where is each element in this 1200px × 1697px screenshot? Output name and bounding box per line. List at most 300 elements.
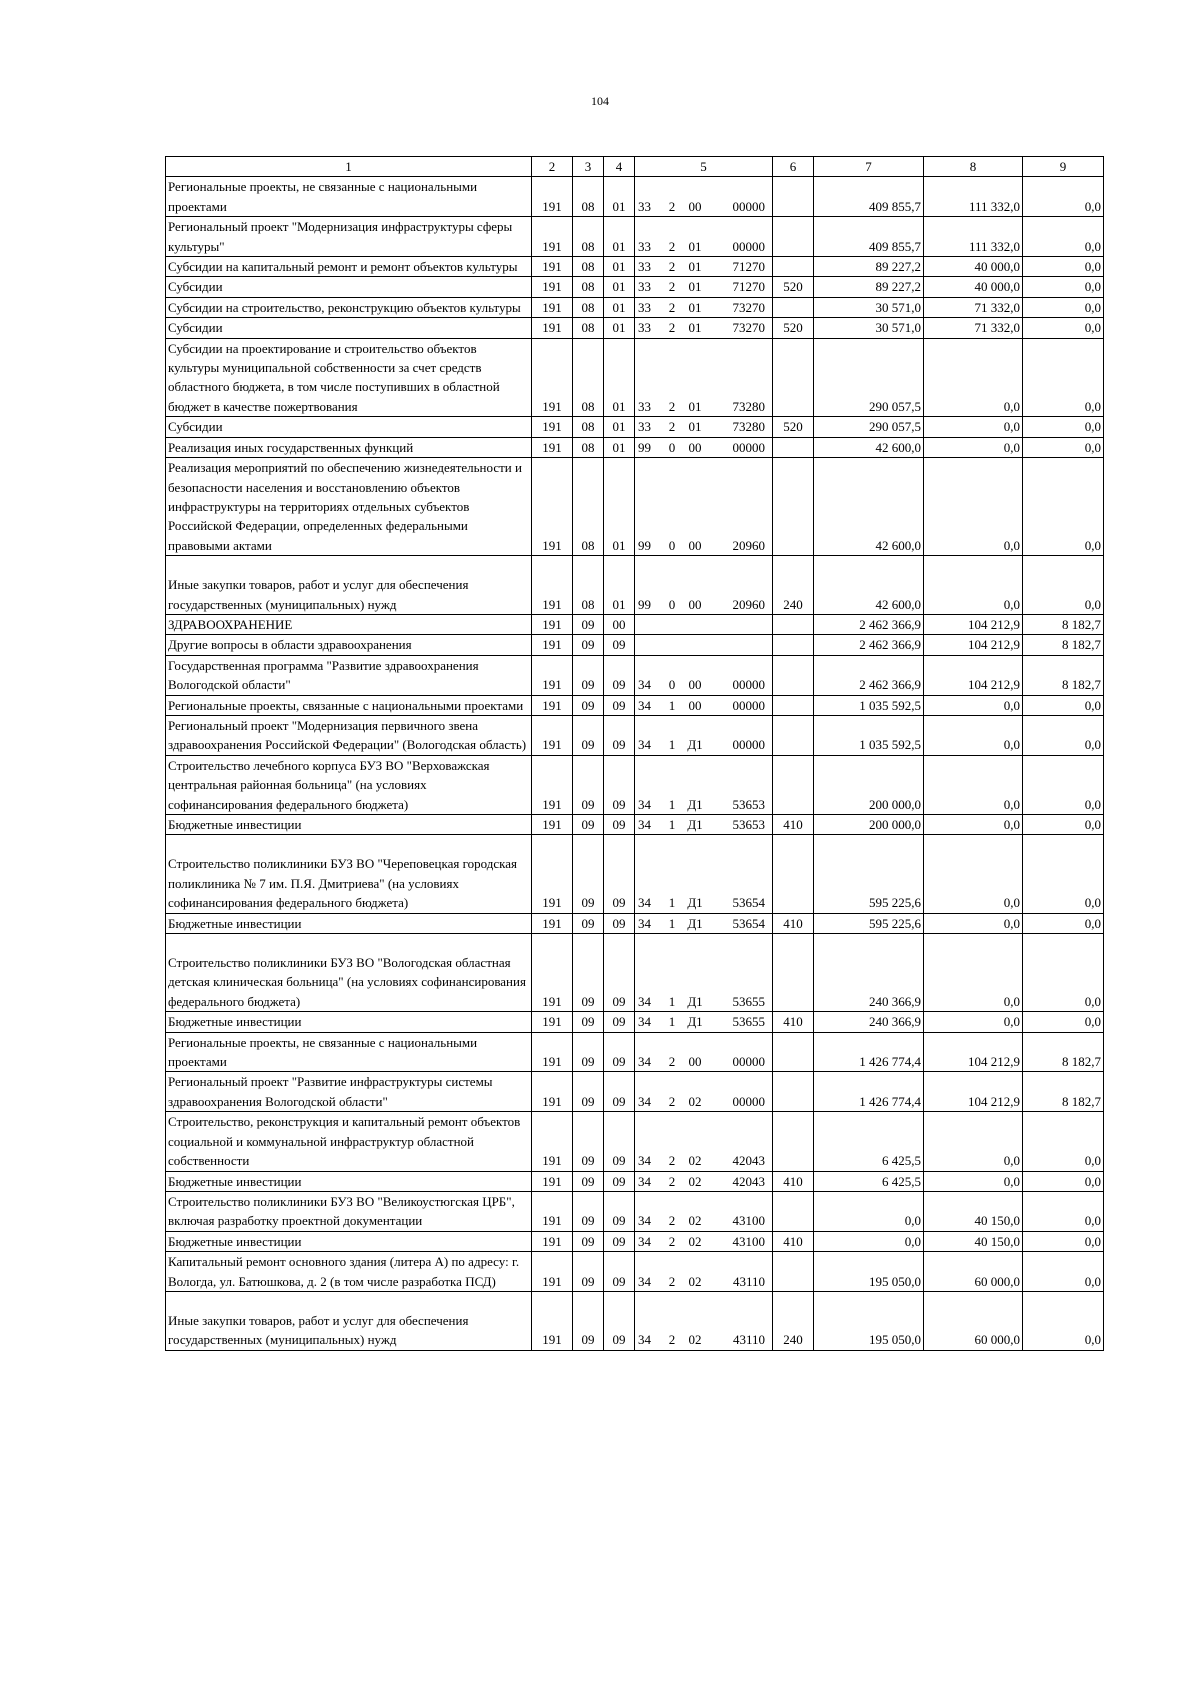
- row-amount-3: 0,0: [1023, 417, 1104, 437]
- row-amount-3: 0,0: [1023, 277, 1104, 297]
- row-amount-2: 0,0: [924, 695, 1023, 715]
- row-target-article: [635, 297, 773, 317]
- target-article-part: 33: [638, 279, 651, 295]
- row-name: Бюджетные инвестиции: [166, 1012, 532, 1032]
- row-section-code: 08: [573, 556, 604, 615]
- target-article-part: 01: [688, 299, 702, 315]
- row-ministry-code: 191: [532, 1012, 573, 1032]
- row-name: Капитальный ремонт основного здания (литера А) по адресу: г. Вологда, ул. Батюшкова, д. 2 (в том числе разработка ПСД): [166, 1252, 532, 1292]
- table-row: [166, 1231, 1104, 1251]
- row-amount-3: 0,0: [1023, 437, 1104, 457]
- target-article-part: 34: [638, 1213, 651, 1229]
- row-amount-3: 0,0: [1023, 338, 1104, 417]
- row-amount-3: 0,0: [1023, 1112, 1104, 1171]
- target-article-part: 34: [638, 1332, 651, 1348]
- row-name: Бюджетные инвестиции: [166, 1231, 532, 1251]
- row-subsection-code: 09: [604, 815, 635, 835]
- target-article-part: 20960: [732, 537, 765, 553]
- target-article-part: 20960: [732, 596, 765, 612]
- row-subsection-code: 01: [604, 437, 635, 457]
- row-ministry-code: 191: [532, 1291, 573, 1350]
- row-expense-type: [773, 695, 814, 715]
- target-article-part: 34: [638, 915, 651, 931]
- row-subsection-code: 01: [604, 417, 635, 437]
- row-subsection-code: 01: [604, 556, 635, 615]
- table-row: [166, 1032, 1104, 1072]
- row-amount-2: 0,0: [924, 556, 1023, 615]
- row-expense-type: [773, 257, 814, 277]
- row-amount-2: 0,0: [924, 934, 1023, 1012]
- target-article-part: Д1: [687, 895, 703, 911]
- row-expense-type: 520: [773, 277, 814, 297]
- row-section-code: 09: [573, 815, 604, 835]
- table-row: [166, 913, 1104, 933]
- row-ministry-code: 191: [532, 695, 573, 715]
- row-ministry-code: 191: [532, 1171, 573, 1191]
- target-article-part: 53654: [732, 915, 765, 931]
- target-article-part: 01: [688, 259, 702, 275]
- row-amount-3: 0,0: [1023, 815, 1104, 835]
- table-row: [166, 835, 1104, 913]
- row-target-article: [635, 257, 773, 277]
- row-expense-type: 410: [773, 815, 814, 835]
- target-article-part: 71270: [732, 279, 765, 295]
- row-name: Субсидии на строительство, реконструкцию объектов культуры: [166, 297, 532, 317]
- row-expense-type: 520: [773, 318, 814, 338]
- row-name: Бюджетные инвестиции: [166, 913, 532, 933]
- row-amount-1: 1 035 592,5: [814, 715, 924, 755]
- row-expense-type: 410: [773, 1171, 814, 1191]
- row-ministry-code: 191: [532, 1112, 573, 1171]
- table-row: [166, 177, 1104, 217]
- row-amount-1: 6 425,5: [814, 1171, 924, 1191]
- row-target-article: [635, 695, 773, 715]
- target-article-part: 1: [668, 895, 676, 911]
- row-ministry-code: 191: [532, 217, 573, 257]
- row-amount-2: 40 000,0: [924, 277, 1023, 297]
- target-article-part: Д1: [687, 737, 703, 753]
- target-article-part: 34: [638, 796, 651, 812]
- target-article-part: 34: [638, 697, 651, 713]
- row-name: Региональный проект "Модернизация первичного звена здравоохранения Российской Федерации" (Вологодская область): [166, 715, 532, 755]
- row-ministry-code: 191: [532, 755, 573, 814]
- row-name: Строительство поликлиники БУЗ ВО "Череповецкая городская поликлиника № 7 им. П.Я. Дмитриева" (на условиях софинансирования федерального бюджета): [166, 835, 532, 913]
- row-section-code: 08: [573, 257, 604, 277]
- row-name: Строительство, реконструкция и капитальный ремонт объектов социальной и коммунальной инфраструктур областной собственности: [166, 1112, 532, 1171]
- row-target-article: [635, 1252, 773, 1292]
- row-ministry-code: 191: [532, 417, 573, 437]
- target-article-part: 2: [668, 238, 676, 254]
- row-target-article: [635, 655, 773, 695]
- row-subsection-code: 09: [604, 695, 635, 715]
- row-ministry-code: 191: [532, 1191, 573, 1231]
- row-target-article: [635, 1072, 773, 1112]
- row-target-article: [635, 556, 773, 615]
- target-article-part: 1: [668, 737, 676, 753]
- target-article-part: 00000: [732, 198, 765, 214]
- row-amount-2: 0,0: [924, 815, 1023, 835]
- row-name: Субсидии: [166, 277, 532, 297]
- target-article-part: 2: [668, 320, 676, 336]
- table-row: [166, 437, 1104, 457]
- row-section-code: 09: [573, 1191, 604, 1231]
- target-article-part: 2: [668, 1153, 676, 1169]
- row-section-code: 09: [573, 755, 604, 814]
- table-row: [166, 1012, 1104, 1032]
- row-amount-3: 0,0: [1023, 1012, 1104, 1032]
- target-article-part: 33: [638, 419, 651, 435]
- table-row: [166, 655, 1104, 695]
- row-amount-3: 0,0: [1023, 458, 1104, 556]
- target-article-part: 73280: [732, 419, 765, 435]
- row-section-code: 09: [573, 1032, 604, 1072]
- target-article-part: 2: [668, 259, 676, 275]
- row-amount-1: 200 000,0: [814, 815, 924, 835]
- row-amount-3: 0,0: [1023, 297, 1104, 317]
- row-expense-type: [773, 437, 814, 457]
- table-body: [166, 177, 1104, 1350]
- table-row: [166, 755, 1104, 814]
- row-expense-type: 240: [773, 556, 814, 615]
- row-expense-type: [773, 1032, 814, 1072]
- target-article-part: 34: [638, 1093, 651, 1109]
- row-amount-1: 42 600,0: [814, 556, 924, 615]
- row-amount-1: 6 425,5: [814, 1112, 924, 1171]
- target-article-part: 02: [688, 1213, 702, 1229]
- row-amount-3: 0,0: [1023, 934, 1104, 1012]
- row-subsection-code: 01: [604, 217, 635, 257]
- row-name: Бюджетные инвестиции: [166, 815, 532, 835]
- row-section-code: 09: [573, 913, 604, 933]
- target-article-part: 99: [638, 439, 651, 455]
- row-amount-1: 2 462 366,9: [814, 614, 924, 634]
- target-article-part: 33: [638, 320, 651, 336]
- row-amount-1: 1 426 774,4: [814, 1072, 924, 1112]
- row-amount-3: 0,0: [1023, 556, 1104, 615]
- row-subsection-code: 09: [604, 934, 635, 1012]
- row-section-code: 08: [573, 277, 604, 297]
- row-amount-2: 0,0: [924, 417, 1023, 437]
- target-article-part: 43110: [732, 1273, 765, 1289]
- row-amount-3: 8 182,7: [1023, 1072, 1104, 1112]
- target-article-part: 00: [688, 697, 702, 713]
- row-amount-1: 290 057,5: [814, 338, 924, 417]
- row-expense-type: [773, 755, 814, 814]
- row-amount-3: 0,0: [1023, 755, 1104, 814]
- row-expense-type: [773, 1112, 814, 1171]
- row-name: Региональные проекты, не связанные с национальными проектами: [166, 177, 532, 217]
- row-amount-2: 0,0: [924, 715, 1023, 755]
- target-article-part: 43100: [732, 1213, 765, 1229]
- row-ministry-code: 191: [532, 1231, 573, 1251]
- row-subsection-code: 09: [604, 635, 635, 655]
- table-row: [166, 458, 1104, 556]
- target-article-part: 33: [638, 299, 651, 315]
- row-section-code: 09: [573, 1112, 604, 1171]
- row-section-code: 09: [573, 1231, 604, 1251]
- row-amount-2: 0,0: [924, 913, 1023, 933]
- row-name: Субсидии: [166, 318, 532, 338]
- target-article-part: 33: [638, 259, 651, 275]
- row-ministry-code: 191: [532, 1072, 573, 1112]
- target-article-part: 34: [638, 1273, 651, 1289]
- row-target-article: [635, 1112, 773, 1171]
- target-article-part: 2: [668, 1093, 676, 1109]
- row-expense-type: [773, 1191, 814, 1231]
- target-article-part: Д1: [687, 817, 703, 832]
- target-article-part: 43110: [732, 1332, 765, 1348]
- target-article-part: 53654: [732, 895, 765, 911]
- row-amount-2: 0,0: [924, 1171, 1023, 1191]
- row-subsection-code: 01: [604, 458, 635, 556]
- row-ministry-code: 191: [532, 1032, 573, 1072]
- target-article-part: Д1: [687, 1014, 703, 1030]
- target-article-part: 01: [688, 279, 702, 295]
- target-article-part: 1: [668, 993, 676, 1009]
- table-row: [166, 715, 1104, 755]
- target-article-part: 53655: [732, 993, 765, 1009]
- table-row: [166, 635, 1104, 655]
- target-article-part: 0: [668, 596, 676, 612]
- row-amount-2: 71 332,0: [924, 297, 1023, 317]
- target-article-part: 2: [668, 1332, 676, 1348]
- target-article-part: 02: [688, 1233, 702, 1249]
- row-amount-3: 0,0: [1023, 1252, 1104, 1292]
- row-target-article: [635, 1171, 773, 1191]
- target-article-part: 42043: [732, 1153, 765, 1169]
- row-ministry-code: 191: [532, 458, 573, 556]
- header-cell: 5: [635, 157, 773, 177]
- table-row: [166, 1191, 1104, 1231]
- row-subsection-code: 09: [604, 755, 635, 814]
- table-row: [166, 277, 1104, 297]
- target-article-part: 00: [688, 198, 702, 214]
- row-expense-type: [773, 458, 814, 556]
- row-amount-2: 0,0: [924, 338, 1023, 417]
- target-article-part: 2: [668, 1054, 676, 1070]
- row-name: Субсидии: [166, 417, 532, 437]
- row-target-article: [635, 417, 773, 437]
- row-amount-2: 40 000,0: [924, 257, 1023, 277]
- row-name: Иные закупки товаров, работ и услуг для обеспечения государственных (муниципальных) нужд: [166, 1291, 532, 1350]
- row-amount-2: 104 212,9: [924, 1032, 1023, 1072]
- target-article-part: 34: [638, 993, 651, 1009]
- row-amount-1: 30 571,0: [814, 318, 924, 338]
- target-article-part: 00: [688, 596, 702, 612]
- target-article-part: 00000: [732, 677, 765, 693]
- row-name: Реализация мероприятий по обеспечению жизнедеятельности и безопасности населения и восстановлению объектов инфраструктуры на территориях отдельных субъектов Российской Федерации, определенных федеральными правовыми актами: [166, 458, 532, 556]
- row-ministry-code: 191: [532, 655, 573, 695]
- row-subsection-code: 01: [604, 318, 635, 338]
- row-amount-2: 0,0: [924, 755, 1023, 814]
- row-amount-2: 0,0: [924, 458, 1023, 556]
- target-article-part: 02: [688, 1332, 702, 1348]
- row-target-article: [635, 437, 773, 457]
- target-article-part: 34: [638, 1054, 651, 1070]
- table-row: [166, 1252, 1104, 1292]
- row-amount-3: 0,0: [1023, 695, 1104, 715]
- target-article-part: 1: [668, 1014, 676, 1030]
- target-article-part: 00000: [732, 697, 765, 713]
- row-target-article: [635, 1231, 773, 1251]
- row-amount-3: 0,0: [1023, 1191, 1104, 1231]
- row-target-article: [635, 177, 773, 217]
- row-amount-3: 8 182,7: [1023, 1032, 1104, 1072]
- target-article-part: 00000: [732, 439, 765, 455]
- page-number: 104: [591, 94, 609, 108]
- row-target-article: [635, 614, 773, 634]
- row-amount-3: 0,0: [1023, 177, 1104, 217]
- table-row: [166, 695, 1104, 715]
- header-cell: 7: [814, 157, 924, 177]
- target-article-part: 33: [638, 398, 651, 414]
- row-section-code: 08: [573, 417, 604, 437]
- row-name: Субсидии на проектирование и строительство объектов культуры муниципальной собственности за счет средств областного бюджета, в том числе поступивших в областной бюджет в качестве пожертвования: [166, 338, 532, 417]
- row-section-code: 09: [573, 655, 604, 695]
- row-amount-3: 0,0: [1023, 257, 1104, 277]
- row-expense-type: [773, 177, 814, 217]
- target-article-part: 1: [668, 697, 676, 713]
- row-subsection-code: 09: [604, 1171, 635, 1191]
- table-row: [166, 1072, 1104, 1112]
- row-amount-1: 595 225,6: [814, 835, 924, 913]
- table-row: [166, 257, 1104, 277]
- row-amount-2: 71 332,0: [924, 318, 1023, 338]
- row-amount-2: 104 212,9: [924, 614, 1023, 634]
- target-article-part: Д1: [687, 993, 703, 1009]
- row-amount-2: 0,0: [924, 437, 1023, 457]
- row-amount-2: 40 150,0: [924, 1191, 1023, 1231]
- target-article-part: 71270: [732, 259, 765, 275]
- row-section-code: 08: [573, 177, 604, 217]
- row-target-article: [635, 715, 773, 755]
- row-target-article: [635, 835, 773, 913]
- row-ministry-code: 191: [532, 257, 573, 277]
- row-name: Строительство лечебного корпуса БУЗ ВО "Верховажская центральная районная больница" (на условиях софинансирования федерального бюджета): [166, 755, 532, 814]
- row-amount-1: 42 600,0: [814, 437, 924, 457]
- target-article-part: 02: [688, 1093, 702, 1109]
- row-amount-1: 0,0: [814, 1231, 924, 1251]
- table-row: [166, 318, 1104, 338]
- row-subsection-code: 01: [604, 257, 635, 277]
- row-amount-1: 240 366,9: [814, 1012, 924, 1032]
- row-expense-type: [773, 835, 814, 913]
- row-amount-1: 30 571,0: [814, 297, 924, 317]
- target-article-part: 33: [638, 198, 651, 214]
- row-ministry-code: 191: [532, 815, 573, 835]
- row-name: Региональные проекты, не связанные с национальными проектами: [166, 1032, 532, 1072]
- target-article-part: 34: [638, 1233, 651, 1249]
- row-ministry-code: 191: [532, 913, 573, 933]
- row-amount-3: 0,0: [1023, 913, 1104, 933]
- row-subsection-code: 09: [604, 715, 635, 755]
- row-expense-type: [773, 614, 814, 634]
- row-ministry-code: 191: [532, 338, 573, 417]
- target-article-part: 42043: [732, 1173, 765, 1189]
- row-section-code: 08: [573, 437, 604, 457]
- table-row: [166, 614, 1104, 634]
- row-name: Региональный проект "Модернизация инфраструктуры сферы культуры": [166, 217, 532, 257]
- row-amount-2: 0,0: [924, 835, 1023, 913]
- row-amount-1: 42 600,0: [814, 458, 924, 556]
- row-name: Реализация иных государственных функций: [166, 437, 532, 457]
- row-subsection-code: 09: [604, 1072, 635, 1112]
- target-article-part: 02: [688, 1153, 702, 1169]
- header-cell: 9: [1023, 157, 1104, 177]
- target-article-part: 34: [638, 737, 651, 753]
- row-target-article: [635, 913, 773, 933]
- row-expense-type: 410: [773, 913, 814, 933]
- row-target-article: [635, 635, 773, 655]
- target-article-part: 34: [638, 895, 651, 911]
- row-expense-type: 520: [773, 417, 814, 437]
- target-article-part: 02: [688, 1273, 702, 1289]
- row-amount-3: 0,0: [1023, 715, 1104, 755]
- row-expense-type: [773, 1252, 814, 1292]
- row-amount-3: 0,0: [1023, 318, 1104, 338]
- row-ministry-code: 191: [532, 556, 573, 615]
- row-amount-3: 8 182,7: [1023, 614, 1104, 634]
- row-subsection-code: 01: [604, 277, 635, 297]
- row-amount-1: 200 000,0: [814, 755, 924, 814]
- row-expense-type: [773, 338, 814, 417]
- row-ministry-code: 191: [532, 835, 573, 913]
- header-cell: 6: [773, 157, 814, 177]
- target-article-part: 01: [688, 320, 702, 336]
- row-subsection-code: 09: [604, 1012, 635, 1032]
- table-row: [166, 815, 1104, 835]
- row-name: Региональные проекты, связанные с национальными проектами: [166, 695, 532, 715]
- row-section-code: 09: [573, 1252, 604, 1292]
- row-expense-type: [773, 715, 814, 755]
- target-article-part: 99: [638, 537, 651, 553]
- table-row: [166, 338, 1104, 417]
- target-article-part: 33: [638, 238, 651, 254]
- header-cell: 3: [573, 157, 604, 177]
- row-subsection-code: 01: [604, 338, 635, 417]
- table-row: [166, 934, 1104, 1012]
- target-article-part: 2: [668, 1213, 676, 1229]
- row-subsection-code: 01: [604, 177, 635, 217]
- row-subsection-code: 00: [604, 614, 635, 634]
- target-article-part: 1: [668, 817, 676, 832]
- row-expense-type: [773, 635, 814, 655]
- row-target-article: [635, 1012, 773, 1032]
- row-amount-1: 2 462 366,9: [814, 635, 924, 655]
- row-subsection-code: 09: [604, 1032, 635, 1072]
- row-section-code: 09: [573, 635, 604, 655]
- target-article-part: 34: [638, 1014, 651, 1030]
- table-row: [166, 1171, 1104, 1191]
- row-ministry-code: 191: [532, 715, 573, 755]
- row-amount-1: 290 057,5: [814, 417, 924, 437]
- table-row: [166, 1112, 1104, 1171]
- row-amount-1: 195 050,0: [814, 1252, 924, 1292]
- row-ministry-code: 191: [532, 934, 573, 1012]
- row-target-article: [635, 338, 773, 417]
- header-cell: 2: [532, 157, 573, 177]
- target-article-part: 00000: [732, 1093, 765, 1109]
- row-amount-3: 0,0: [1023, 217, 1104, 257]
- row-section-code: 09: [573, 715, 604, 755]
- row-subsection-code: 09: [604, 1291, 635, 1350]
- target-article-part: 34: [638, 817, 651, 832]
- target-article-part: 73270: [732, 299, 765, 315]
- target-article-part: 0: [668, 677, 676, 693]
- row-expense-type: [773, 934, 814, 1012]
- target-article-part: 01: [688, 419, 702, 435]
- row-section-code: 08: [573, 338, 604, 417]
